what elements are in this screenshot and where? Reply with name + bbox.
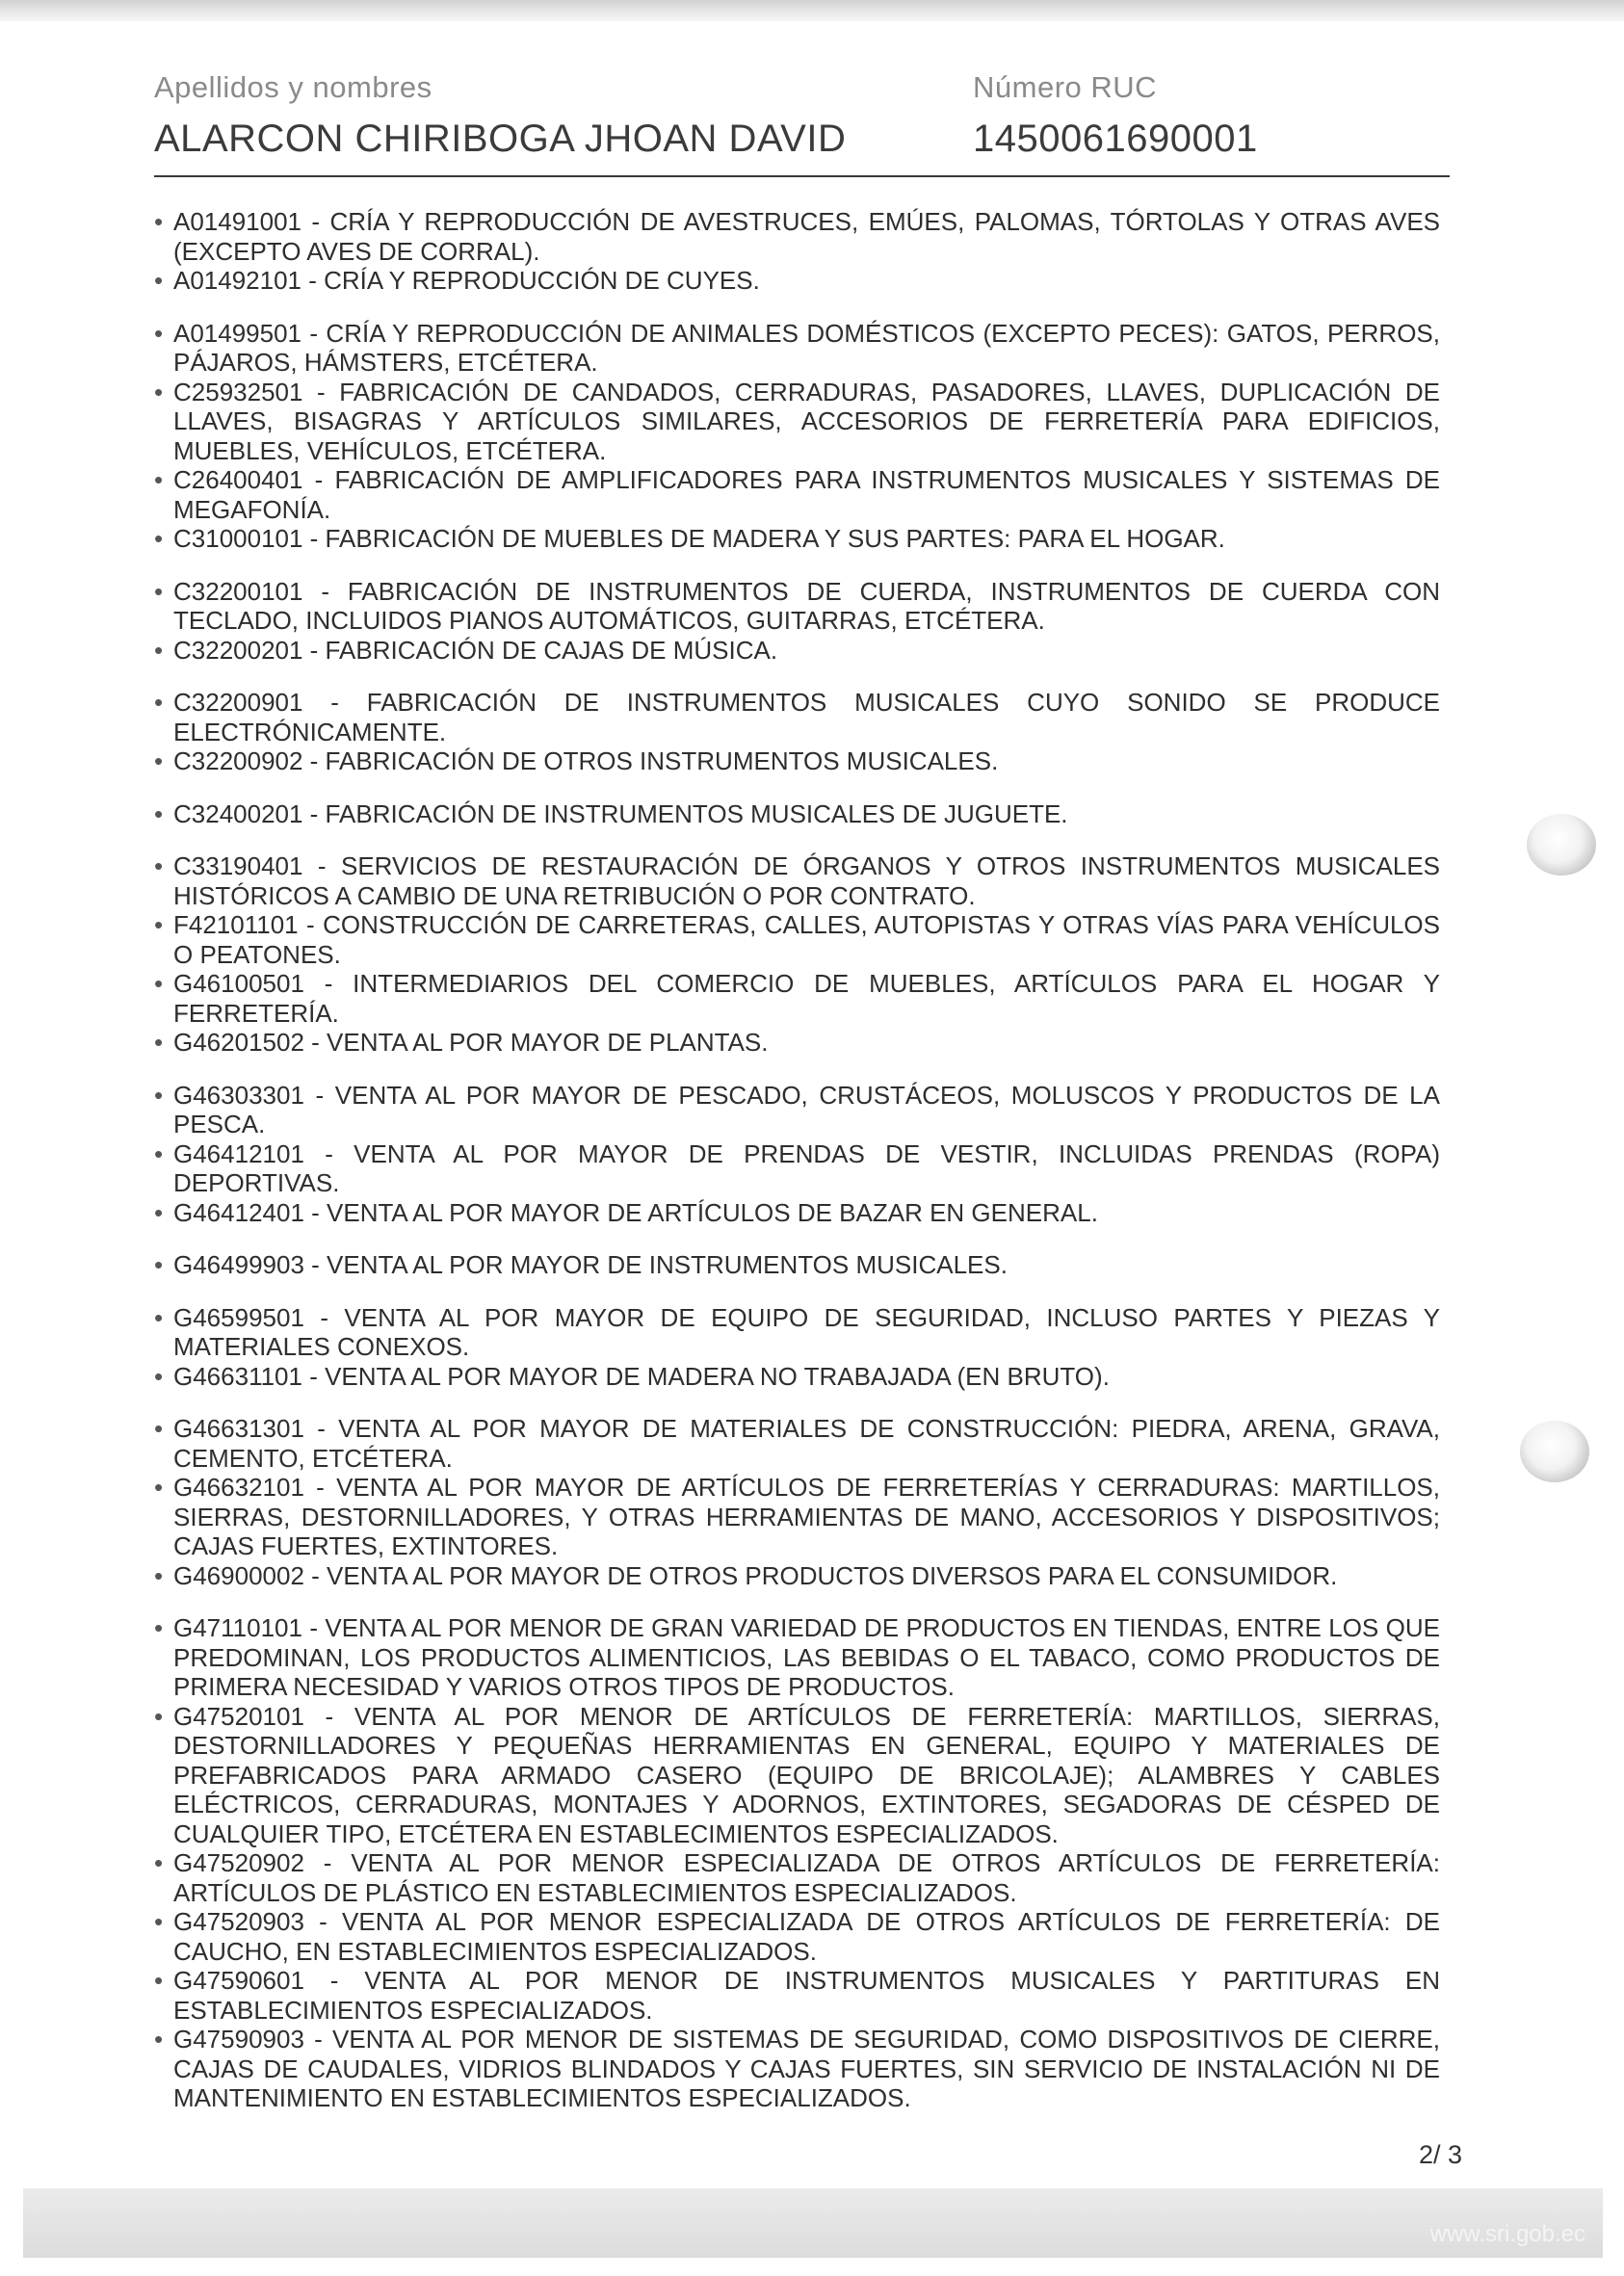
activity-text: G47110101 - VENTA AL POR MENOR DE GRAN VARIEDAD DE PRODUCTOS EN TIENDAS, ENTRE LOS QUE PREDOMINAN, LOS PRODUCTOS ALIMENTICIOS, LAS BEBIDAS O EL TABACO, COMO PRODUCTOS DE PRIMERA NECESIDAD Y VARIOS OTROS TIPOS DE PRODUCTOS. [173, 1613, 1440, 1701]
activity-item [154, 378, 1440, 466]
activity-item [154, 1362, 1440, 1392]
bullet-icon: • [154, 1138, 164, 1168]
name-value: ALARCON CHIRIBOGA JHOAN DAVID [154, 118, 847, 160]
bullet-icon: • [154, 1701, 164, 1731]
ruc-label: Número RUC [973, 70, 1158, 104]
bullet-icon: • [154, 318, 164, 348]
bullet-icon: • [154, 1414, 164, 1443]
activity-text: C32200901 - FABRICACIÓN DE INSTRUMENTOS MUSICALES CUYO SONIDO SE PRODUCE ELECTRÓNICAMENTE. [173, 688, 1440, 746]
activity-item [154, 319, 1440, 378]
activity-text: G46412101 - VENTA AL POR MAYOR DE PRENDAS DE VESTIR, INCLUIDAS PRENDAS (ROPA) DEPORTIVAS. [173, 1138, 1440, 1197]
activity-text: G46631301 - VENTA AL POR MAYOR DE MATERIALES DE CONSTRUCCIÓN: PIEDRA, ARENA, GRAVA, CEMENTO, ETCÉTERA. [173, 1414, 1440, 1473]
activity-item [154, 1561, 1440, 1591]
bullet-icon: • [154, 1907, 164, 1936]
activity-text: A01492101 - CRÍA Y REPRODUCCIÓN DE CUYES. [173, 266, 760, 295]
bullet-icon: • [154, 524, 164, 553]
activity-text: G46303301 - VENTA AL POR MAYOR DE PESCADO, CRUSTÁCEOS, MOLUSCOS Y PRODUCTOS DE LA PESCA. [173, 1080, 1440, 1138]
activity-text: C26400401 - FABRICACIÓN DE AMPLIFICADORES PARA INSTRUMENTOS MUSICALES Y SISTEMAS DE MEGAFONÍA. [173, 465, 1440, 524]
activity-text: C33190401 - SERVICIOS DE RESTAURACIÓN DE ÓRGANOS Y OTROS INSTRUMENTOS MUSICALES HISTÓRICOS A CAMBIO DE UNA RETRIBUCIÓN O POR CONTRATO. [173, 851, 1440, 910]
activity-item [154, 266, 1440, 296]
footer-band [23, 2188, 1603, 2258]
punch-hole [1520, 1421, 1589, 1482]
activity-text: C32200902 - FABRICACIÓN DE OTROS INSTRUMENTOS MUSICALES. [173, 746, 999, 775]
activity-text: C32200101 - FABRICACIÓN DE INSTRUMENTOS DE CUERDA, INSTRUMENTOS DE CUERDA CON TECLADO, INCLUIDOS PIANOS AUTOMÁTICOS, GUITARRAS, ETCÉTERA. [173, 576, 1440, 635]
activity-item [154, 1966, 1440, 2025]
punch-hole [1527, 814, 1596, 876]
activity-item [154, 1702, 1440, 1849]
ruc-block [973, 67, 1258, 162]
bullet-icon: • [154, 798, 164, 828]
activity-text: G47590601 - VENTA AL POR MENOR DE INSTRUMENTOS MUSICALES Y PARTITURAS EN ESTABLECIMIENTOS ESPECIALIZADOS. [173, 1966, 1440, 2025]
activity-item [154, 910, 1440, 969]
bullet-icon: • [154, 465, 164, 494]
activity-item [154, 688, 1440, 746]
activity-text: G46412401 - VENTA AL POR MAYOR DE ARTÍCULOS DE BAZAR EN GENERAL. [173, 1197, 1098, 1227]
bullet-icon: • [154, 1361, 164, 1391]
bullet-icon: • [154, 1028, 164, 1057]
bullet-icon: • [154, 1197, 164, 1227]
activity-item [154, 524, 1440, 554]
activity-item [154, 2025, 1440, 2113]
bullet-icon: • [154, 1560, 164, 1590]
name-label: Apellidos y nombres [154, 70, 432, 104]
activity-text: G46201502 - VENTA AL POR MAYOR DE PLANTAS. [173, 1028, 769, 1057]
activity-item [154, 1139, 1440, 1198]
footer-url: www.sri.gob.ec [1429, 2221, 1585, 2247]
name-block [154, 67, 846, 162]
activity-item [154, 799, 1440, 829]
bullet-icon: • [154, 746, 164, 775]
activity-text: C32200201 - FABRICACIÓN DE CAJAS DE MÚSICA. [173, 635, 778, 665]
activity-item [154, 1028, 1440, 1058]
activity-text: G47520101 - VENTA AL POR MENOR DE ARTÍCULOS DE FERRETERÍA: MARTILLOS, SIERRAS, DESTORNILLADORES Y PEQUEÑAS HERRAMIENTAS EN GENERAL, EQUIPO Y MATERIALES DE PREFABRICADOS PARA ARMADO CASERO (EQUIPO DE BRICOLAJE); ALAMBRES Y CABLES ELÉCTRICOS, CERRADURAS, MONTAJES Y ADORNOS, EXTINTORES, SEGADORAS DE CÉSPED DE CUALQUIER TIPO, ETCÉTERA EN ESTABLECIMIENTOS ESPECIALIZADOS. [173, 1701, 1440, 1848]
bullet-icon: • [154, 266, 164, 295]
activity-item [154, 1414, 1440, 1473]
activity-item [154, 746, 1440, 776]
activity-text: G46900002 - VENTA AL POR MAYOR DE OTROS PRODUCTOS DIVERSOS PARA EL CONSUMIDOR. [173, 1560, 1338, 1590]
activity-text: G46631101 - VENTA AL POR MAYOR DE MADERA NO TRABAJADA (EN BRUTO). [173, 1361, 1110, 1391]
activity-item [154, 1907, 1440, 1966]
activity-item [154, 1613, 1440, 1702]
activity-item [154, 207, 1440, 266]
bullet-icon: • [154, 2025, 164, 2054]
activity-item [154, 1473, 1440, 1561]
activity-text: G46599501 - VENTA AL POR MAYOR DE EQUIPO DE SEGURIDAD, INCLUSO PARTES Y PIEZAS Y MATERIALES CONEXOS. [173, 1302, 1440, 1361]
activity-item [154, 636, 1440, 666]
activity-text: G46100501 - INTERMEDIARIOS DEL COMERCIO DE MUEBLES, ARTÍCULOS PARA EL HOGAR Y FERRETERÍA. [173, 969, 1440, 1028]
activity-text: G47520903 - VENTA AL POR MENOR ESPECIALIZADA DE OTROS ARTÍCULOS DE FERRETERÍA: DE CAUCHO, EN ESTABLECIMIENTOS ESPECIALIZADOS. [173, 1907, 1440, 1966]
activity-text: A01491001 - CRÍA Y REPRODUCCIÓN DE AVESTRUCES, EMÚES, PALOMAS, TÓRTOLAS Y OTRAS AVES (EXCEPTO AVES DE CORRAL). [173, 207, 1440, 266]
bullet-icon: • [154, 1966, 164, 1995]
scan-top-edge [0, 0, 1624, 21]
activity-text: C32400201 - FABRICACIÓN DE INSTRUMENTOS MUSICALES DE JUGUETE. [173, 798, 1068, 828]
bullet-icon: • [154, 910, 164, 939]
activity-item [154, 465, 1440, 524]
bullet-icon: • [154, 1473, 164, 1502]
bullet-icon: • [154, 1613, 164, 1642]
activity-item [154, 851, 1440, 910]
bullet-icon: • [154, 377, 164, 406]
bullet-icon: • [154, 1848, 164, 1877]
page-number: 2/ 3 [1419, 2140, 1463, 2169]
bullet-icon: • [154, 576, 164, 606]
bullet-icon: • [154, 207, 164, 236]
activity-item [154, 1198, 1440, 1228]
activity-text: A01499501 - CRÍA Y REPRODUCCIÓN DE ANIMALES DOMÉSTICOS (EXCEPTO PECES): GATOS, PERROS, PÁJAROS, HÁMSTERS, ETCÉTERA. [173, 318, 1440, 377]
activity-text: G47590903 - VENTA AL POR MENOR DE SISTEMAS DE SEGURIDAD, COMO DISPOSITIVOS DE CIERRE, CAJAS DE CAUDALES, VIDRIOS BLINDADOS Y CAJAS FUERTES, SIN SERVICIO DE INSTALACIÓN NI DE MANTENIMIENTO EN ESTABLECIMIENTOS ESPECIALIZADOS. [173, 2025, 1440, 2112]
activity-item [154, 1081, 1440, 1139]
activity-text: F42101101 - CONSTRUCCIÓN DE CARRETERAS, CALLES, AUTOPISTAS Y OTRAS VÍAS PARA VEHÍCULOS O PEATONES. [173, 910, 1440, 969]
activity-text: C25932501 - FABRICACIÓN DE CANDADOS, CERRADURAS, PASADORES, LLAVES, DUPLICACIÓN DE LLAVES, BISAGRAS Y ARTÍCULOS SIMILARES, ACCESORIOS DE FERRETERÍA PARA EDIFICIOS, MUEBLES, VEHÍCULOS, ETCÉTERA. [173, 377, 1440, 465]
ruc-value: 1450061690001 [973, 118, 1258, 160]
bullet-icon: • [154, 1250, 164, 1279]
bullet-icon: • [154, 969, 164, 998]
activity-text: C31000101 - FABRICACIÓN DE MUEBLES DE MADERA Y SUS PARTES: PARA EL HOGAR. [173, 524, 1225, 553]
activity-item [154, 1250, 1440, 1280]
activity-text: G46499903 - VENTA AL POR MAYOR DE INSTRUMENTOS MUSICALES. [173, 1250, 1008, 1279]
activity-list [154, 207, 1440, 2113]
bullet-icon: • [154, 851, 164, 880]
bullet-icon: • [154, 1302, 164, 1332]
activity-item [154, 969, 1440, 1028]
activity-text: G46632101 - VENTA AL POR MAYOR DE ARTÍCULOS DE FERRETERÍAS Y CERRADURAS: MARTILLOS, SIERRAS, DESTORNILLADORES, Y OTRAS HERRAMIENTAS DE MANO, ACCESORIOS Y DISPOSITIVOS; CAJAS FUERTES, EXTINTORES. [173, 1473, 1440, 1560]
bullet-icon: • [154, 635, 164, 665]
activity-item [154, 577, 1440, 636]
document-header [154, 67, 1450, 177]
activity-item [154, 1848, 1440, 1907]
bullet-icon: • [154, 1080, 164, 1110]
activity-item [154, 1303, 1440, 1362]
bullet-icon: • [154, 688, 164, 717]
activity-text: G47520902 - VENTA AL POR MENOR ESPECIALIZADA DE OTROS ARTÍCULOS DE FERRETERÍA: ARTÍCULOS DE PLÁSTICO EN ESTABLECIMIENTOS ESPECIALIZADOS. [173, 1848, 1440, 1907]
